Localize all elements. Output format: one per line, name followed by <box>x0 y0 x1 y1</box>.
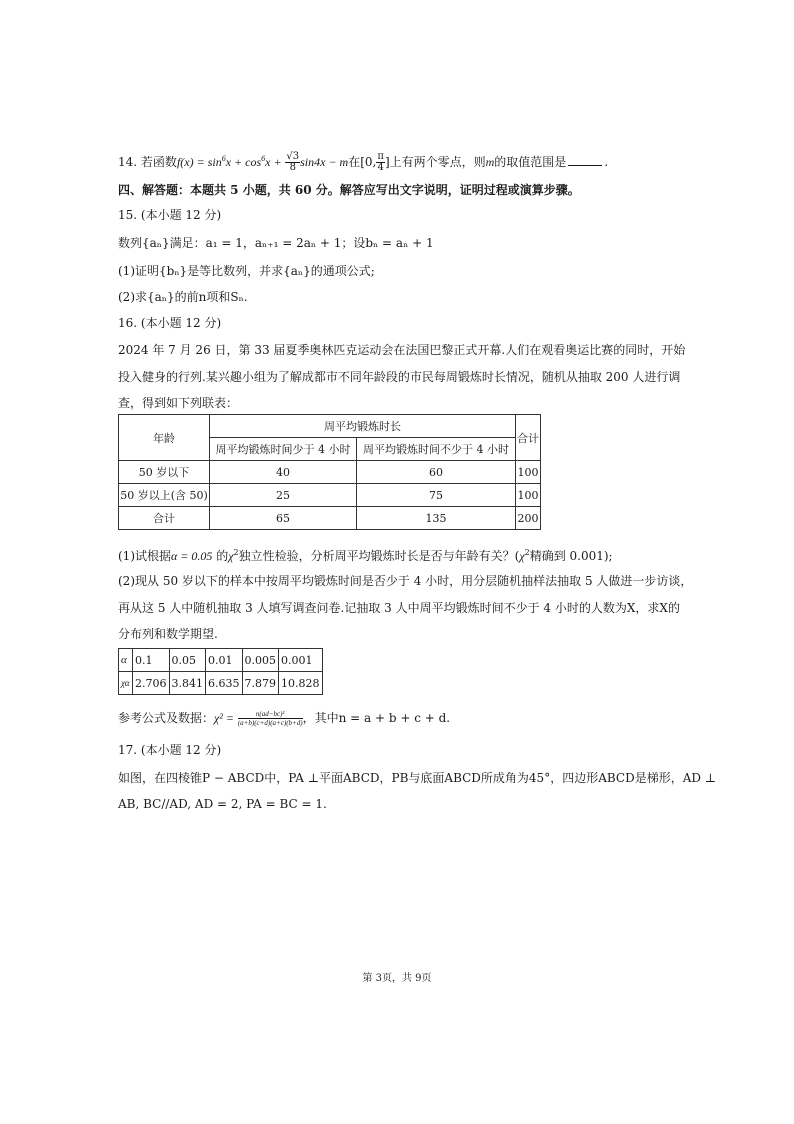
q14-pi-fraction <box>376 152 385 173</box>
cell-total: 100 <box>516 461 541 484</box>
cell-value: 75 <box>357 484 516 507</box>
q16-part1-d: 精确到 0.001); <box>529 549 613 563</box>
row-label: 50 岁以上(含 50) <box>119 484 210 507</box>
table-row <box>119 507 541 530</box>
q14-line <box>118 150 608 173</box>
q16-sq-1: 2 <box>233 548 239 557</box>
q14-pi: π <box>377 151 384 162</box>
ref-chi: χ² = <box>214 711 234 725</box>
chi-row <box>119 672 323 695</box>
q14-mid: sin4x − m <box>300 155 349 169</box>
table-header-age: 年龄 <box>119 415 210 461</box>
q16-part1-b: 的 <box>216 549 229 563</box>
q17-line-2: AB, BC//AD, AD = 2, PA = BC = 1. <box>118 797 327 811</box>
chi-cell: 7.879 <box>242 672 279 695</box>
page-footer: 第 3页，共 9页 <box>362 973 432 984</box>
q14-four: 4 <box>377 162 384 173</box>
q16-chi-1: χ <box>228 549 234 563</box>
table-header-notless: 周平均锻炼时间不少于 4 小时 <box>357 438 516 461</box>
q14-number: 14. <box>118 155 138 169</box>
alpha-cell: 0.001 <box>279 649 323 672</box>
critical-value-table <box>118 648 323 695</box>
chi-cell: 3.841 <box>169 672 206 695</box>
q17-line-1: 如图，在四棱锥P − ABCD中，PA ⊥平面ABCD，PB与底面ABCD所成角为45°，四边形ABCD是梯形，AD ⊥ <box>118 771 717 785</box>
q14-cos: x + cos <box>225 155 262 169</box>
row-label: 50 岁以下 <box>119 461 210 484</box>
table-header-less: 周平均锻炼时间少于 4 小时 <box>210 438 357 461</box>
table-header-weekly: 周平均锻炼时长 <box>210 415 516 438</box>
cell-total: 100 <box>516 484 541 507</box>
table-row <box>119 461 541 484</box>
cell-value: 65 <box>210 507 357 530</box>
ref-fraction <box>238 710 303 727</box>
cell-value: 40 <box>210 461 357 484</box>
q14-range-text: 的取值范围是 <box>494 155 567 169</box>
q16-chi-2: χ <box>519 549 525 563</box>
alpha-row <box>119 649 323 672</box>
q14-interval-start: 在[0, <box>348 155 377 169</box>
alpha-label: α <box>119 649 133 672</box>
row-label: 合计 <box>119 507 210 530</box>
q14-answer-blank[interactable] <box>568 155 602 166</box>
chi-cell: 10.828 <box>279 672 323 695</box>
q14-fraction <box>285 152 300 173</box>
q16-part2-line-1: (2)现从 50 岁以下的样本中按周平均锻炼时间是否少于 4 小时，用分层随机抽样法抽取 5 人做进一步访谈， <box>118 574 693 588</box>
cell-total: 200 <box>516 507 541 530</box>
ref-numerator: n(ad−bc)² <box>238 710 303 719</box>
cell-value: 60 <box>357 461 516 484</box>
alpha-cell: 0.1 <box>133 649 170 672</box>
cell-value: 25 <box>210 484 357 507</box>
ref-denominator: (a+b)(c+d)(a+c)(b+d) <box>237 719 303 727</box>
table-row <box>119 484 541 507</box>
q14-frac-den: 8 <box>289 162 296 173</box>
chi-label: χα <box>119 672 133 695</box>
q16-para-2: 投入健身的行列.某兴趣小组为了解成都市不同年龄段的市民每周锻炼时长情况，随机从抽取 200 人进行调 <box>118 370 681 384</box>
q14-text: 若函数 <box>140 155 177 169</box>
q14-exp-2: 6 <box>261 154 266 163</box>
q15-part2: (2)求{aₙ}的前n项和Sₙ. <box>118 290 248 304</box>
q16-part2-line-3: 分布列和数学期望. <box>118 627 218 641</box>
q14-func: f(x) = sin <box>176 155 222 169</box>
alpha-cell: 0.005 <box>242 649 279 672</box>
q16-part2-line-2: 再从这 5 人中随机抽取 3 人填写调查问卷.记抽取 3 人中周平均锻炼时间不少于 4 小时的人数为X，求X的 <box>118 601 680 615</box>
q16-reference-formula <box>118 708 450 728</box>
q14-exp-1: 6 <box>221 154 226 163</box>
q15-part1: (1)证明{bₙ}是等比数列，并求{aₙ}的通项公式; <box>118 264 375 278</box>
contingency-table <box>118 414 541 530</box>
q14-period: . <box>604 155 609 169</box>
q17-header: 17. (本小题 12 分) <box>118 743 222 757</box>
q16-para-3: 查，得到如下列联表： <box>118 396 239 410</box>
q16-para-1: 2024 年 7 月 26 日，第 33 届夏季奥林匹克运动会在法国巴黎正式开幕.人们在观看奥运比赛的同时，开始 <box>118 343 686 357</box>
section-4-heading: 四、解答题：本题共 5 小题，共 60 分。解答应写出文字说明，证明过程或演算步骤。 <box>118 183 580 197</box>
alpha-cell: 0.01 <box>206 649 243 672</box>
q14-m: m <box>485 155 495 169</box>
chi-cell: 2.706 <box>133 672 170 695</box>
table-header-total: 合计 <box>516 415 541 461</box>
chi-cell: 6.635 <box>206 672 243 695</box>
q16-part1-a: (1)试根据 <box>118 549 171 563</box>
cell-value: 135 <box>357 507 516 530</box>
q15-header: 15. (本小题 12 分) <box>118 208 222 222</box>
q16-part1-c: 独立性检验，分析周平均锻炼时长是否与年龄有关？( <box>238 549 520 563</box>
q14-plus: x + <box>265 155 282 169</box>
q16-alpha-value: α = 0.05 <box>171 549 213 563</box>
alpha-cell: 0.05 <box>169 649 206 672</box>
q14-end-text: ]上有两个零点，则 <box>384 155 486 169</box>
q15-condition: 数列{aₙ}满足：a₁ = 1，aₙ₊₁ = 2aₙ + 1；设bₙ = aₙ + 1 <box>118 236 434 250</box>
q14-frac-num: √3 <box>286 151 300 162</box>
ref-where: ，其中n = a + b + c + d. <box>302 711 451 725</box>
ref-label: 参考公式及数据： <box>118 711 215 725</box>
q16-part1 <box>118 545 613 564</box>
q16-header: 16. (本小题 12 分) <box>118 316 222 330</box>
q16-sq-2: 2 <box>524 548 530 557</box>
